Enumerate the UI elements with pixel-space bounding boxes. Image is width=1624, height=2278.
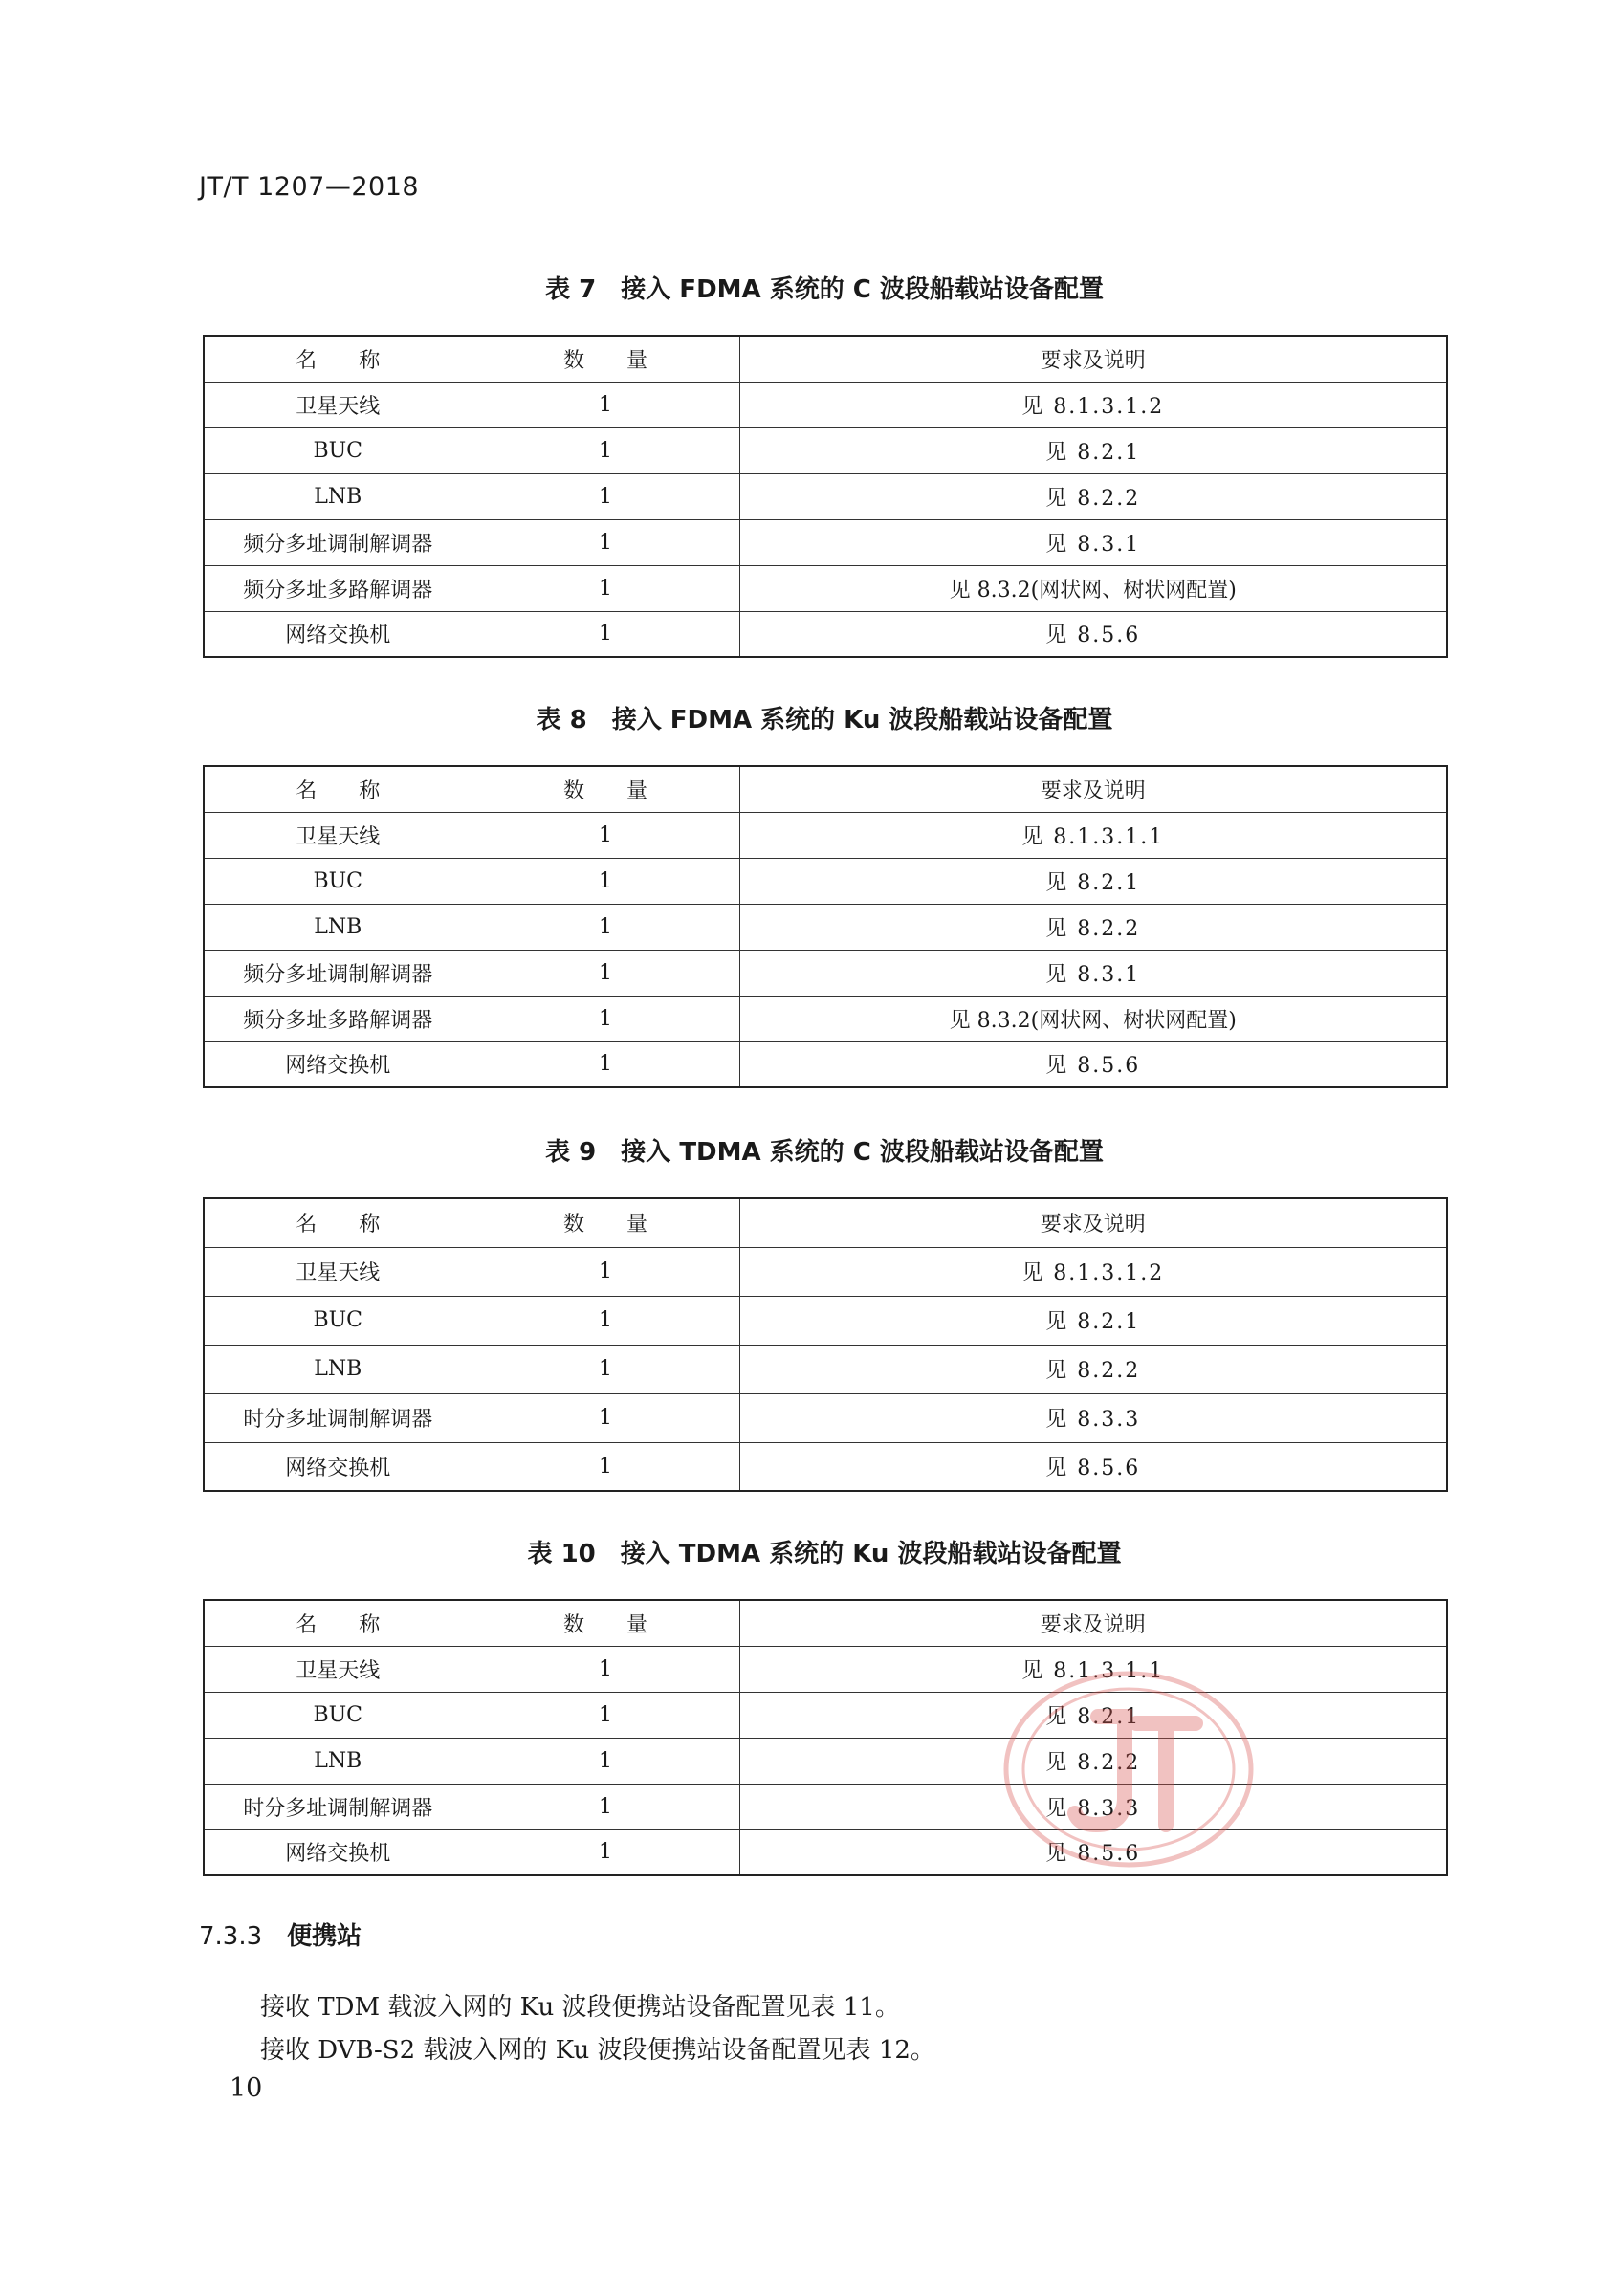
cell-qty: 1 — [472, 1829, 739, 1875]
cell-name: 网络交换机 — [204, 611, 472, 657]
header-qty: 数 量 — [472, 1198, 739, 1247]
cell-name: LNB — [204, 473, 472, 519]
table-8 — [203, 765, 1448, 1088]
table-row — [204, 1247, 1447, 1296]
cell-qty: 1 — [472, 427, 739, 473]
cell-req: 见 8.3.1 — [739, 519, 1447, 565]
paragraph: 接收 DVB-S2 载波入网的 Ku 波段便携站设备配置见表 12。 — [260, 2036, 935, 2065]
table-row — [204, 1345, 1447, 1393]
cell-name: BUC — [204, 1692, 472, 1738]
cell-req: 见 8.3.3 — [739, 1393, 1447, 1442]
cell-req: 见 8.3.2(网状网、树状网配置) — [739, 565, 1447, 611]
cell-name: 卫星天线 — [204, 1247, 472, 1296]
table-8-caption: 表 8 接入 FDMA 系统的 Ku 波段船载站设备配置 — [536, 706, 1113, 734]
table-row — [204, 904, 1447, 950]
header-req: 要求及说明 — [739, 336, 1447, 382]
cell-qty: 1 — [472, 473, 739, 519]
cell-name: 卫星天线 — [204, 812, 472, 858]
table-row — [204, 473, 1447, 519]
cell-req: 见 8.3.3 — [739, 1784, 1447, 1829]
header-req: 要求及说明 — [739, 1600, 1447, 1646]
cell-name: 频分多址调制解调器 — [204, 519, 472, 565]
header-qty: 数 量 — [472, 336, 739, 382]
table-header-row — [204, 766, 1447, 812]
cell-name: LNB — [204, 904, 472, 950]
cell-req: 见 8.2.2 — [739, 473, 1447, 519]
cell-req: 见 8.2.2 — [739, 1738, 1447, 1784]
paragraph: 接收 TDM 载波入网的 Ku 波段便携站设备配置见表 11。 — [260, 1993, 900, 2022]
cell-qty: 1 — [472, 904, 739, 950]
header-name: 名 称 — [204, 766, 472, 812]
cell-qty: 1 — [472, 1247, 739, 1296]
header-name: 名 称 — [204, 336, 472, 382]
section-number: 7.3.3 — [199, 1922, 263, 1951]
table-header-row — [204, 1600, 1447, 1646]
table-row — [204, 1442, 1447, 1491]
table-row — [204, 996, 1447, 1041]
stamp-letter-t-icon — [1136, 1723, 1196, 1825]
cell-req: 见 8.5.6 — [739, 1829, 1447, 1875]
cell-qty: 1 — [472, 519, 739, 565]
cell-qty: 1 — [472, 1646, 739, 1692]
cell-req: 见 8.2.2 — [739, 904, 1447, 950]
table-row — [204, 950, 1447, 996]
table-header-row — [204, 1198, 1447, 1247]
cell-qty: 1 — [472, 1393, 739, 1442]
cell-name: BUC — [204, 427, 472, 473]
cell-name: 频分多址调制解调器 — [204, 950, 472, 996]
cell-req: 见 8.1.3.1.1 — [739, 812, 1447, 858]
table-9-caption: 表 9 接入 TDMA 系统的 C 波段船载站设备配置 — [545, 1138, 1104, 1167]
stamp-letter-j-icon — [1075, 1717, 1125, 1825]
header-name: 名 称 — [204, 1600, 472, 1646]
cell-qty: 1 — [472, 812, 739, 858]
header-qty: 数 量 — [472, 766, 739, 812]
table-row — [204, 1296, 1447, 1345]
cell-qty: 1 — [472, 1692, 739, 1738]
cell-name: 网络交换机 — [204, 1829, 472, 1875]
cell-req: 见 8.5.6 — [739, 611, 1447, 657]
table-row — [204, 1041, 1447, 1087]
cell-name: 卫星天线 — [204, 1646, 472, 1692]
cell-qty: 1 — [472, 1296, 739, 1345]
cell-qty: 1 — [472, 1442, 739, 1491]
cell-name: 卫星天线 — [204, 382, 472, 427]
cell-name: 网络交换机 — [204, 1041, 472, 1087]
section-title: 便携站 — [287, 1922, 362, 1951]
table-row — [204, 812, 1447, 858]
cell-name: 频分多址多路解调器 — [204, 996, 472, 1041]
header-req: 要求及说明 — [739, 1198, 1447, 1247]
header-name: 名 称 — [204, 1198, 472, 1247]
cell-qty: 1 — [472, 1345, 739, 1393]
cell-qty: 1 — [472, 382, 739, 427]
cell-req: 见 8.1.3.1.2 — [739, 1247, 1447, 1296]
cell-req: 见 8.2.2 — [739, 1345, 1447, 1393]
cell-name: LNB — [204, 1738, 472, 1784]
table-row — [204, 427, 1447, 473]
table-row — [204, 611, 1447, 657]
cell-qty: 1 — [472, 996, 739, 1041]
section-heading — [199, 1917, 362, 1952]
table-10-caption: 表 10 接入 TDMA 系统的 Ku 波段船载站设备配置 — [527, 1540, 1122, 1568]
jt-watermark-stamp — [985, 1664, 1272, 1874]
cell-qty: 1 — [472, 1784, 739, 1829]
page-number: 10 — [230, 2073, 263, 2103]
cell-req: 见 8.3.1 — [739, 950, 1447, 996]
header-qty: 数 量 — [472, 1600, 739, 1646]
table-row — [204, 858, 1447, 904]
table-header-row — [204, 336, 1447, 382]
cell-req: 见 8.1.3.1.1 — [739, 1646, 1447, 1692]
cell-req: 见 8.5.6 — [739, 1442, 1447, 1491]
table-9 — [203, 1197, 1448, 1492]
cell-name: 频分多址多路解调器 — [204, 565, 472, 611]
cell-req: 见 8.1.3.1.2 — [739, 382, 1447, 427]
cell-req: 见 8.2.1 — [739, 427, 1447, 473]
cell-name: 时分多址调制解调器 — [204, 1393, 472, 1442]
cell-qty: 1 — [472, 1041, 739, 1087]
table-row — [204, 1393, 1447, 1442]
cell-name: BUC — [204, 858, 472, 904]
cell-name: LNB — [204, 1345, 472, 1393]
cell-qty: 1 — [472, 950, 739, 996]
cell-qty: 1 — [472, 611, 739, 657]
table-7 — [203, 335, 1448, 658]
cell-req: 见 8.3.2(网状网、树状网配置) — [739, 996, 1447, 1041]
cell-qty: 1 — [472, 1738, 739, 1784]
cell-name: 网络交换机 — [204, 1442, 472, 1491]
table-7-caption: 表 7 接入 FDMA 系统的 C 波段船载站设备配置 — [545, 275, 1104, 304]
table-row — [204, 382, 1447, 427]
cell-name: BUC — [204, 1296, 472, 1345]
cell-qty: 1 — [472, 565, 739, 611]
cell-req: 见 8.2.1 — [739, 858, 1447, 904]
cell-qty: 1 — [472, 858, 739, 904]
cell-req: 见 8.2.1 — [739, 1692, 1447, 1738]
header-req: 要求及说明 — [739, 766, 1447, 812]
table-row — [204, 565, 1447, 611]
document-code: JT/T 1207—2018 — [199, 172, 420, 202]
cell-name: 时分多址调制解调器 — [204, 1784, 472, 1829]
table-row — [204, 519, 1447, 565]
cell-req: 见 8.5.6 — [739, 1041, 1447, 1087]
cell-req: 见 8.2.1 — [739, 1296, 1447, 1345]
